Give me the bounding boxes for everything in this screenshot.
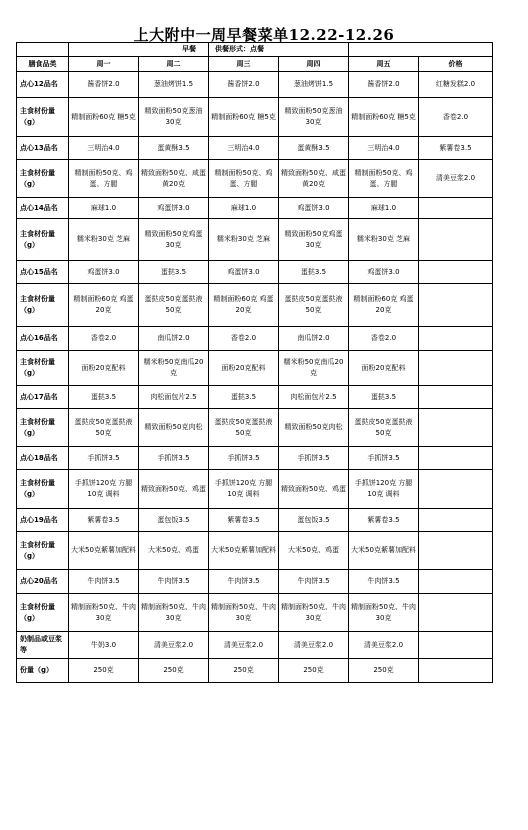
- menu-cell: 鸡蛋饼3.0: [349, 261, 419, 284]
- menu-cell: 手抓饼3.5: [349, 447, 419, 470]
- menu-cell: 精制面粉50克、牛肉30克: [279, 594, 349, 632]
- menu-row: [17, 470, 493, 509]
- menu-row: [17, 509, 493, 532]
- menu-cell: 精制面粉60克 鸡蛋20克: [69, 284, 139, 327]
- menu-cell: 面粉20克配料: [69, 351, 139, 386]
- column-header-day: 周四: [279, 57, 349, 72]
- menu-cell: 精制面粉60克 鸡蛋20克: [209, 284, 279, 327]
- page-title: 上大附中一周早餐菜单12.22-12.26: [133, 26, 395, 44]
- menu-cell: 精致面粉50克肉松: [279, 409, 349, 447]
- column-header-day: 周二: [139, 57, 209, 72]
- menu-cell: 蛋挞皮50克蛋挞液50克: [69, 409, 139, 447]
- row-label: 份量（g）: [17, 659, 69, 683]
- menu-cell: 精制面粉50克、牛肉30克: [69, 594, 139, 632]
- menu-cell: 蛋挞皮50克蛋挞液50克: [209, 409, 279, 447]
- menu-row: [17, 219, 493, 261]
- menu-cell: 精致面粉50克、咸蛋黄20克: [139, 160, 209, 198]
- menu-cell: 麻球1.0: [69, 198, 139, 219]
- price-column-cell: [419, 261, 493, 284]
- price-column-cell: 香卷2.0: [419, 98, 493, 137]
- menu-cell: 面粉20克配料: [209, 351, 279, 386]
- menu-cell: 蛋挞皮50克蛋挞液50克: [349, 409, 419, 447]
- price-column-cell: 清美豆浆2.0: [419, 160, 493, 198]
- menu-cell: 手抓饼3.5: [69, 447, 139, 470]
- menu-cell: 酱香饼2.0: [349, 72, 419, 98]
- menu-row: [17, 594, 493, 632]
- price-column-cell: [419, 219, 493, 261]
- breakfast-menu-table: [16, 42, 493, 683]
- menu-row: [17, 409, 493, 447]
- menu-cell: 精致面粉50克、鸡蛋: [139, 470, 209, 509]
- menu-cell: 精制面粉60克 糖5克: [69, 98, 139, 137]
- menu-cell: 清美豆浆2.0: [279, 632, 349, 659]
- row-label: 点心15品名: [17, 261, 69, 284]
- menu-cell: 蛋挞皮50克蛋挞液50克: [139, 284, 209, 327]
- menu-row: [17, 160, 493, 198]
- menu-cell: 紫薯卷3.5: [349, 509, 419, 532]
- row-label: 点心12品名: [17, 72, 69, 98]
- price-column-cell: [419, 409, 493, 447]
- menu-cell: 紫薯卷3.5: [69, 509, 139, 532]
- price-column-cell: [419, 470, 493, 509]
- menu-row: [17, 351, 493, 386]
- menu-row: [17, 632, 493, 659]
- row-label: 主食材份量（g）: [17, 470, 69, 509]
- menu-cell: 精致面粉50克鸡蛋30克: [139, 219, 209, 261]
- row-label: 点心13品名: [17, 137, 69, 160]
- row-label: 点心14品名: [17, 198, 69, 219]
- menu-cell: 精致面粉50克、鸡蛋: [279, 470, 349, 509]
- menu-cell: 精制面粉60克 糖5克: [209, 98, 279, 137]
- row-label: 点心19品名: [17, 509, 69, 532]
- price-column-cell: 紫薯卷3.5: [419, 137, 493, 160]
- menu-cell: 牛肉饼3.5: [139, 570, 209, 594]
- menu-cell: 鸡蛋饼3.0: [139, 198, 209, 219]
- menu-cell: 牛肉饼3.5: [209, 570, 279, 594]
- menu-cell: 鸡蛋饼3.0: [279, 198, 349, 219]
- menu-row: [17, 570, 493, 594]
- row-label: 奶制品或豆浆等: [17, 632, 69, 659]
- row-label: 主食材份量（g）: [17, 160, 69, 198]
- menu-cell: 大米50克紫薯加配料: [209, 532, 279, 570]
- menu-cell: 精致面粉50克鸡蛋30克: [279, 219, 349, 261]
- menu-cell: 麻球1.0: [349, 198, 419, 219]
- menu-cell: 酱香饼2.0: [209, 72, 279, 98]
- menu-cell: 清美豆浆2.0: [209, 632, 279, 659]
- section-header-row: [17, 43, 493, 57]
- menu-cell: 香卷2.0: [69, 327, 139, 351]
- row-label: 主食材份量（g）: [17, 351, 69, 386]
- menu-cell: 精制面粉50克、鸡蛋、方腿: [69, 160, 139, 198]
- menu-cell: 手抓饼3.5: [139, 447, 209, 470]
- menu-row: [17, 327, 493, 351]
- menu-row: [17, 386, 493, 409]
- menu-cell: 清美豆浆2.0: [349, 632, 419, 659]
- price-column-cell: [419, 570, 493, 594]
- menu-cell: 三明治4.0: [209, 137, 279, 160]
- menu-cell: 蛋黄酥3.5: [139, 137, 209, 160]
- price-column-cell: [419, 509, 493, 532]
- menu-cell: 葱油烤饼1.5: [139, 72, 209, 98]
- row-label: 主食材份量（g）: [17, 594, 69, 632]
- menu-cell: 蛋包饭3.5: [139, 509, 209, 532]
- menu-cell: 大米50克紫薯加配料: [349, 532, 419, 570]
- menu-cell: 250克: [139, 659, 209, 683]
- menu-cell: 牛肉饼3.5: [349, 570, 419, 594]
- menu-cell: 南瓜饼2.0: [279, 327, 349, 351]
- menu-cell: 糯米粉50克南瓜20克: [279, 351, 349, 386]
- menu-cell: 糯米粉50克南瓜20克: [139, 351, 209, 386]
- menu-cell: 250克: [209, 659, 279, 683]
- menu-cell: 牛奶3.0: [69, 632, 139, 659]
- menu-cell: 250克: [349, 659, 419, 683]
- menu-cell: 精制面粉50克、牛肉30克: [209, 594, 279, 632]
- menu-cell: 手抓饼120克 方腿10克 调料: [69, 470, 139, 509]
- menu-cell: 蛋挞3.5: [349, 386, 419, 409]
- price-column-cell: [419, 327, 493, 351]
- menu-cell: 蛋挞3.5: [279, 261, 349, 284]
- row-label: 主食材份量（g）: [17, 284, 69, 327]
- menu-row: [17, 447, 493, 470]
- menu-cell: 蛋黄酥3.5: [279, 137, 349, 160]
- price-column-cell: [419, 594, 493, 632]
- menu-cell: 手抓饼3.5: [209, 447, 279, 470]
- menu-cell: 蛋挞皮50克蛋挞液50克: [279, 284, 349, 327]
- row-label: 点心16品名: [17, 327, 69, 351]
- row-label: 点心20品名: [17, 570, 69, 594]
- menu-cell: 麻球1.0: [209, 198, 279, 219]
- menu-row: [17, 198, 493, 219]
- menu-cell: 蛋挞3.5: [209, 386, 279, 409]
- menu-cell: 手抓饼120克 方腿10克 调料: [349, 470, 419, 509]
- menu-cell: 糯米粉30克 芝麻: [349, 219, 419, 261]
- menu-cell: 精致面粉50克葱油30克: [279, 98, 349, 137]
- price-column-cell: [419, 386, 493, 409]
- menu-cell: 蛋挞3.5: [139, 261, 209, 284]
- menu-cell: 精制面粉50克、鸡蛋、方腿: [209, 160, 279, 198]
- price-column-cell: [419, 284, 493, 327]
- column-header-day: 周五: [349, 57, 419, 72]
- menu-cell: 葱油烤饼1.5: [279, 72, 349, 98]
- menu-cell: 糯米粉30克 芝麻: [209, 219, 279, 261]
- menu-cell: 精致面粉50克、咸蛋黄20克: [279, 160, 349, 198]
- service-form: 供餐形式：点餐: [209, 43, 349, 57]
- menu-cell: 精制面粉50克、牛肉30克: [139, 594, 209, 632]
- menu-row: [17, 284, 493, 327]
- menu-cell: 蛋包饭3.5: [279, 509, 349, 532]
- menu-cell: 手抓饼120克 方腿10克 调料: [209, 470, 279, 509]
- row-label: 主食材份量（g）: [17, 98, 69, 137]
- menu-row: [17, 659, 493, 683]
- menu-row: [17, 261, 493, 284]
- menu-cell: 精制面粉50克、鸡蛋、方腿: [349, 160, 419, 198]
- column-header-price: 价格: [419, 57, 493, 72]
- menu-cell: 精制面粉50克、牛肉30克: [349, 594, 419, 632]
- column-header-row: [17, 57, 493, 72]
- menu-cell: 精致面粉50克葱油30克: [139, 98, 209, 137]
- section-blank: [349, 43, 493, 57]
- menu-cell: 香卷2.0: [349, 327, 419, 351]
- column-header-day: 周一: [69, 57, 139, 72]
- menu-cell: 精致面粉50克肉松: [139, 409, 209, 447]
- menu-cell: 糯米粉30克 芝麻: [69, 219, 139, 261]
- menu-row: [17, 532, 493, 570]
- menu-cell: 大米50克紫薯加配料: [69, 532, 139, 570]
- menu-cell: 紫薯卷3.5: [209, 509, 279, 532]
- price-column-cell: [419, 351, 493, 386]
- menu-cell: 牛肉饼3.5: [69, 570, 139, 594]
- row-label: 主食材份量（g）: [17, 219, 69, 261]
- row-label: 点心18品名: [17, 447, 69, 470]
- menu-cell: 鸡蛋饼3.0: [69, 261, 139, 284]
- menu-cell: 面粉20克配料: [349, 351, 419, 386]
- price-column-cell: [419, 532, 493, 570]
- menu-cell: 250克: [69, 659, 139, 683]
- menu-cell: 三明治4.0: [349, 137, 419, 160]
- menu-cell: 酱香饼2.0: [69, 72, 139, 98]
- section-label-blank: [17, 43, 69, 57]
- menu-row: [17, 72, 493, 98]
- column-header-day: 周三: [209, 57, 279, 72]
- menu-cell: 牛肉饼3.5: [279, 570, 349, 594]
- row-label: 主食材份量（g）: [17, 409, 69, 447]
- menu-cell: 鸡蛋饼3.0: [209, 261, 279, 284]
- menu-cell: 手抓饼3.5: [279, 447, 349, 470]
- price-column-cell: [419, 198, 493, 219]
- menu-cell: 三明治4.0: [69, 137, 139, 160]
- column-header-category: 膳食品类: [17, 57, 69, 72]
- price-column-cell: 红糖发糕2.0: [419, 72, 493, 98]
- menu-cell: 香卷2.0: [209, 327, 279, 351]
- menu-cell: 肉松面包片2.5: [279, 386, 349, 409]
- menu-cell: 精制面粉60克 鸡蛋20克: [349, 284, 419, 327]
- menu-cell: 大米50克、鸡蛋: [139, 532, 209, 570]
- price-column-cell: [419, 632, 493, 659]
- menu-cell: 大米50克、鸡蛋: [279, 532, 349, 570]
- menu-cell: 肉松面包片2.5: [139, 386, 209, 409]
- price-column-cell: [419, 447, 493, 470]
- price-column-cell: [419, 659, 493, 683]
- menu-cell: 250克: [279, 659, 349, 683]
- menu-cell: 蛋挞3.5: [69, 386, 139, 409]
- row-label: 主食材份量（g）: [17, 532, 69, 570]
- section-name: 早餐: [69, 43, 209, 57]
- menu-row: [17, 98, 493, 137]
- menu-row: [17, 137, 493, 160]
- menu-cell: 精制面粉60克 糖5克: [349, 98, 419, 137]
- row-label: 点心17品名: [17, 386, 69, 409]
- menu-cell: 清美豆浆2.0: [139, 632, 209, 659]
- menu-cell: 南瓜饼2.0: [139, 327, 209, 351]
